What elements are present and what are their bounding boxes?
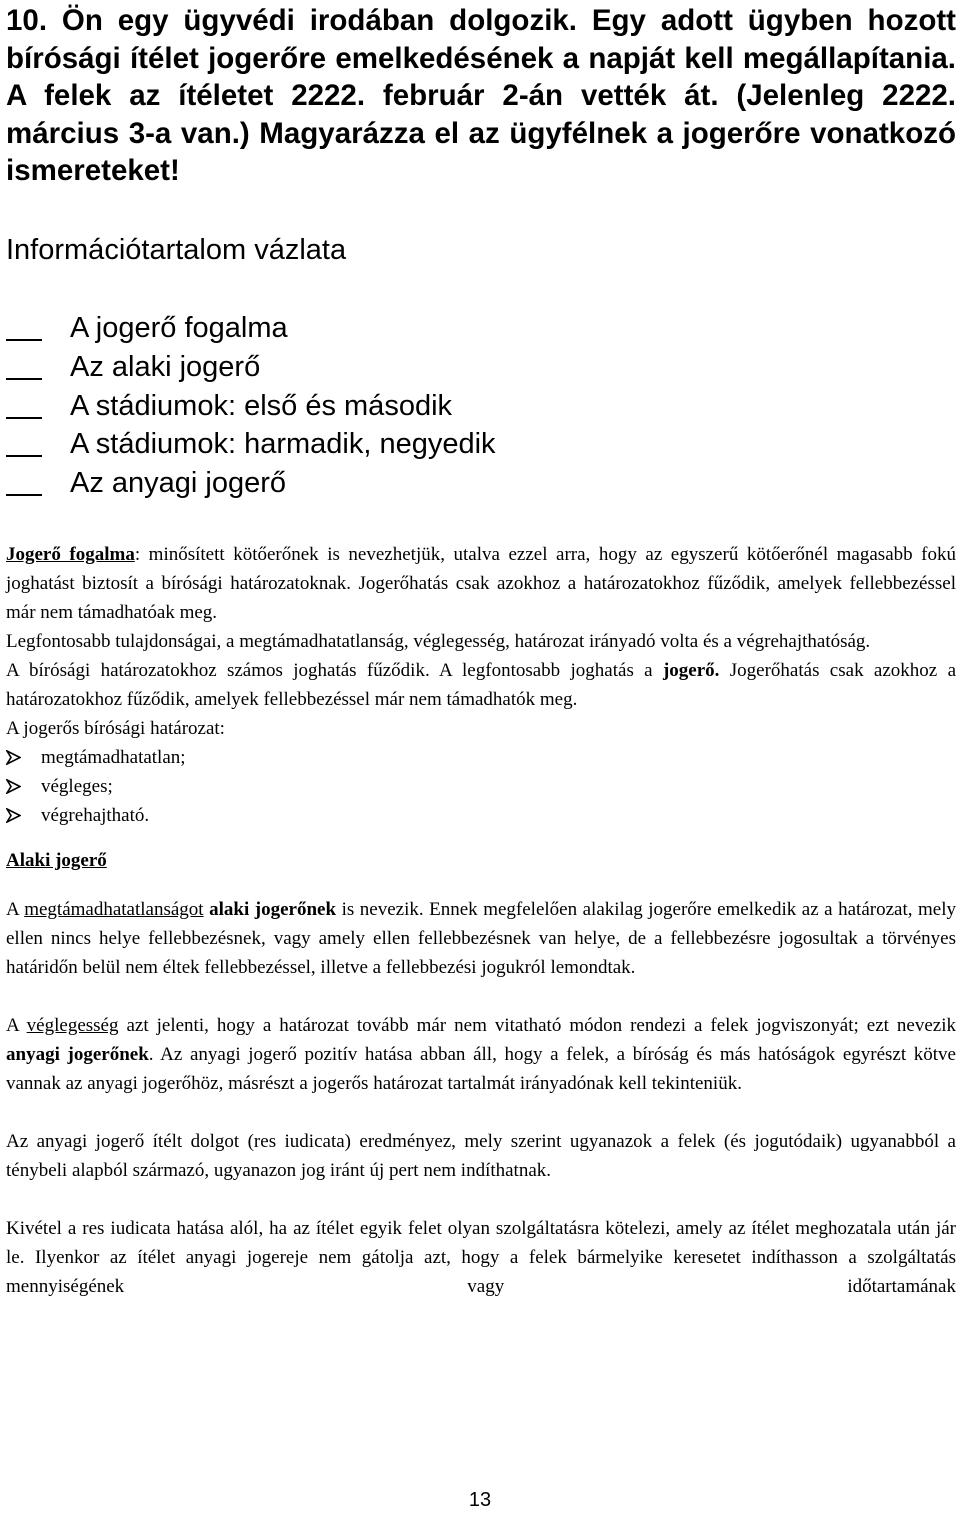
- outline-title: Információtartalom vázlata: [6, 234, 347, 266]
- list-item: megtámadhatatlan;: [6, 743, 956, 772]
- outline-item: A stádiumok: első és második: [6, 388, 496, 427]
- dash-bullet-icon: [6, 494, 42, 496]
- task-heading: 10. Ön egy ügyvédi irodában dolgozik. Egy adott ügyben hozott bírósági ítélet jogerőre emelkedésének a napját kell megállapítania. A felek az ítéletet 2222. február 2-án vették át. (Jelenleg 2222. március 3-a van.) Magyarázza el az ügyfélnek a jogerőre vonatkozó ismereteket!: [6, 4, 956, 187]
- finality-paragraph: A véglegesség azt jelenti, hogy a határozat tovább már nem vitatható módon rendezi a felek jogviszonyát; ezt nevezik anyagi jogerőnek. Az anyagi jogerő pozitív hatása abban áll, hogy a felek, a bíróság és más hatóságok egyrészt kötve vannak az anyagi jogerőhöz, másrészt a jogerős határozat tartalmát irányadónak kell tekinteniük.: [6, 1015, 956, 1094]
- effects-paragraph: A bírósági határozatokhoz számos joghatás fűződik. A legfontosabb joghatás a jogerő. Jogerőhatás csak azokhoz a határozatokhoz fűződik, amelyek fellebbezéssel már nem támadhatók meg.: [6, 660, 956, 710]
- dash-bullet-icon: [6, 417, 42, 419]
- outline-item: A jogerő fogalma: [6, 310, 496, 349]
- property-list: [6, 743, 956, 830]
- definition-term: Jogerő fogalma: [6, 544, 135, 565]
- definition-paragraph: Jogerő fogalma: minősített kötőerőnek is nevezhetjük, utalva ezzel arra, hogy az egyszerű kötőerőnél magasabb fokú joghatást biztosít a bírósági határozatoknak. Jogerőhatás csak azokhoz a határozatokhoz fűződik, amelyek fellebbezéssel már nem támadhatóak meg.: [6, 544, 956, 623]
- page-number: 13: [468, 1489, 492, 1511]
- arrow-bullet-icon: [6, 750, 21, 765]
- properties-paragraph: Legfontosabb tulajdonságai, a megtámadhatatlanság, véglegesség, határozat irányadó volta és a végrehajthatóság.: [6, 631, 871, 652]
- list-item: végleges;: [6, 772, 956, 801]
- formal-paragraph: A megtámadhatatlanságot alaki jogerőnek is nevezik. Ennek megfelelően alakilag jogerőre emelkedik az a határozat, mely ellen nincs helye fellebbezésnek, vagy amely ellen fellebbezésnek van helye, de a fellebbezésre jogosultak a törvényes határidőn belül nem éltek fellebbezéssel, illetve a fellebbezési jogukról lemondtak.: [6, 899, 956, 978]
- dash-bullet-icon: [6, 455, 42, 457]
- dash-bullet-icon: [6, 378, 42, 380]
- list-item: végrehajtható.: [6, 801, 956, 830]
- section-title-formal-res-judicata: Alaki jogerő: [6, 850, 107, 871]
- res-iudicata-paragraph: Az anyagi jogerő ítélt dolgot (res iudicata) eredményez, mely szerint ugyanazok a felek (és jogutódaik) ugyanabból a ténybeli alapból származó, ugyanazon jog iránt új pert nem indíthatnak.: [6, 1131, 956, 1181]
- dash-bullet-icon: [6, 339, 42, 341]
- outline-item: A stádiumok: harmadik, negyedik: [6, 426, 496, 465]
- outline-item: Az alaki jogerő: [6, 349, 496, 388]
- outline-item: Az anyagi jogerő: [6, 465, 496, 504]
- list-intro: A jogerős bírósági határozat:: [6, 718, 225, 739]
- arrow-bullet-icon: [6, 808, 21, 823]
- exception-paragraph: Kivétel a res iudicata hatása alól, ha az ítélet egyik felet olyan szolgáltatásra kötelezi, amely az ítélet meghozatala után jár le. Ilyenkor az ítélet anyagi jogereje nem gátolja azt, hogy a felek bármelyike keresetet indíthasson a szolgáltatás mennyiségének vagy időtartamának: [6, 1218, 956, 1297]
- document-body: [6, 540, 956, 1301]
- arrow-bullet-icon: [6, 779, 21, 794]
- outline-list: [6, 310, 496, 504]
